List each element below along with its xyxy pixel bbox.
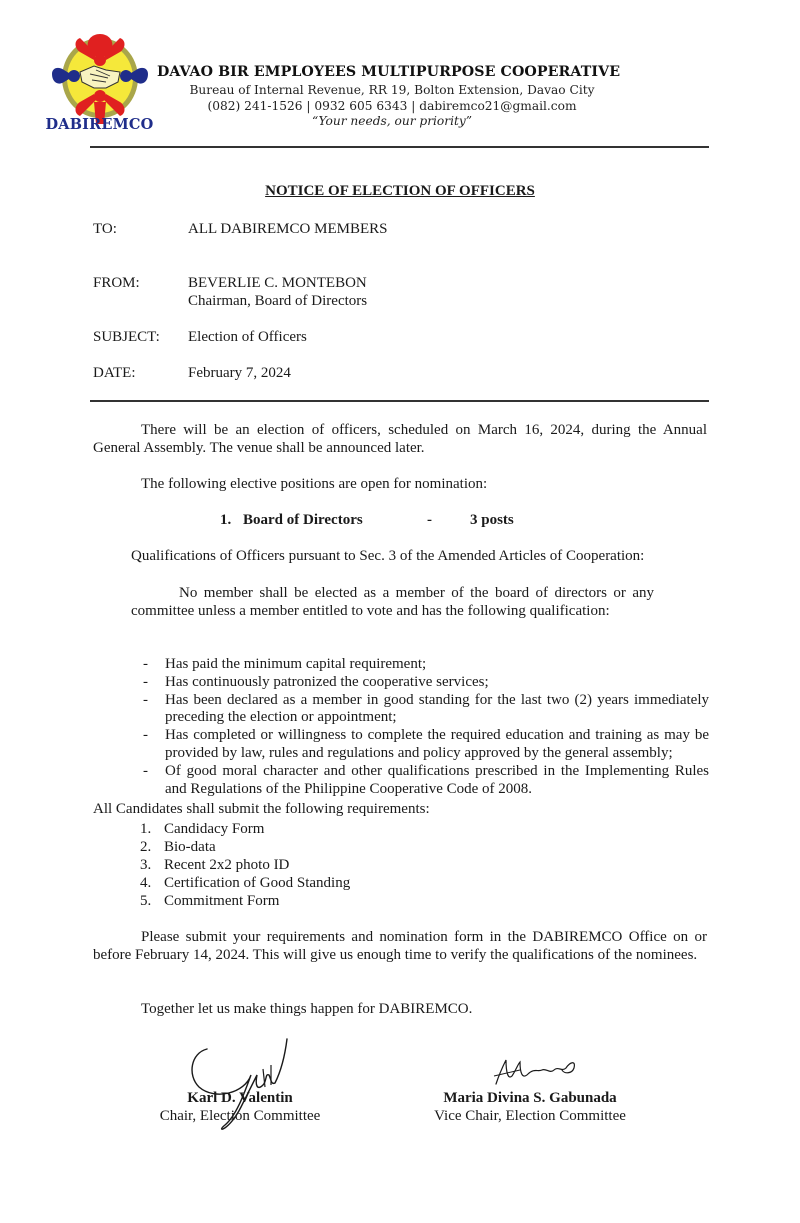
handshake-logo-icon bbox=[50, 30, 150, 125]
bullet-dash: - bbox=[143, 762, 148, 779]
closing-line: Together let us make things happen for DABIREMCO. bbox=[141, 1001, 473, 1017]
requirement-text: Bio-data bbox=[164, 839, 216, 855]
requirement-text: Candidacy Form bbox=[164, 821, 265, 837]
bullet-dash: - bbox=[143, 727, 148, 744]
cooperative-logo bbox=[50, 30, 150, 125]
signature-maria-gabunada-icon bbox=[490, 1054, 580, 1090]
requirement-text: Commitment Form bbox=[164, 893, 280, 909]
organization-tagline: “Your needs, our priority” bbox=[311, 114, 472, 128]
signatory-role: Vice Chair, Election Committee bbox=[434, 1108, 626, 1124]
organization-contact: (082) 241-1526 | 0932 605 6343 | dabiremco21@gmail.com bbox=[207, 99, 577, 113]
position-number: 1. bbox=[220, 512, 232, 528]
qualifications-paragraph: No member shall be elected as a member of the board of directors or any committee unless a member entitled to vote and has the following qualification: bbox=[131, 585, 654, 619]
subject-label: SUBJECT: bbox=[93, 329, 160, 345]
signatory-role: Chair, Election Committee bbox=[159, 1108, 321, 1124]
qualification-text: Of good moral character and other qualifications prescribed in the Implementing Rules and Regulations of the Philippine Cooperative Code of 2008. bbox=[165, 762, 709, 797]
submission-paragraph: Please submit your requirements and nomination form in the DABIREMCO Office on or before February 14, 2024. This will give us enough time to verify the qualifications of the nominees. bbox=[93, 929, 707, 963]
requirement-item bbox=[140, 838, 350, 856]
positions-intro: The following elective positions are open for nomination: bbox=[141, 476, 488, 492]
notice-title: NOTICE OF ELECTION OF OFFICERS bbox=[265, 183, 535, 199]
requirement-number: 4. bbox=[140, 875, 152, 891]
requirements-intro: All Candidates shall submit the following requirements: bbox=[93, 801, 430, 817]
requirement-item bbox=[140, 874, 350, 892]
qualification-item bbox=[143, 763, 709, 799]
header-divider bbox=[90, 400, 709, 402]
intro-paragraph: There will be an election of officers, scheduled on March 16, 2024, during the Annual General Assembly. The venue shall be announced later. bbox=[93, 422, 707, 456]
bullet-dash: - bbox=[143, 656, 148, 672]
qualification-item bbox=[143, 656, 709, 674]
logo-wordmark: DABIREMCO bbox=[45, 116, 154, 133]
position-separator: - bbox=[427, 512, 432, 528]
requirement-number: 3. bbox=[140, 857, 152, 873]
date-label: DATE: bbox=[93, 365, 136, 381]
requirement-text: Recent 2x2 photo ID bbox=[164, 857, 290, 873]
to-value: ALL DABIREMCO MEMBERS bbox=[188, 221, 388, 237]
requirement-number: 1. bbox=[140, 821, 152, 837]
qualifications-list bbox=[143, 656, 709, 798]
bullet-dash: - bbox=[143, 673, 148, 690]
requirement-item bbox=[140, 856, 350, 874]
organization-name: DAVAO BIR EMPLOYEES MULTIPURPOSE COOPERATIVE bbox=[157, 64, 621, 80]
to-label: TO: bbox=[93, 221, 117, 237]
qualification-item bbox=[143, 692, 709, 728]
requirement-item bbox=[140, 820, 350, 838]
letterhead-divider bbox=[90, 146, 709, 148]
requirement-item bbox=[140, 892, 350, 910]
qualification-item bbox=[143, 674, 709, 692]
qualification-item bbox=[143, 727, 709, 763]
requirement-number: 2. bbox=[140, 839, 152, 855]
signatory-name: Maria Divina S. Gabunada bbox=[443, 1090, 617, 1106]
requirement-number: 5. bbox=[140, 893, 152, 909]
from-title: Chairman, Board of Directors bbox=[188, 293, 368, 309]
requirements-list bbox=[140, 820, 350, 910]
from-label: FROM: bbox=[93, 275, 140, 291]
requirement-text: Certification of Good Standing bbox=[164, 875, 351, 891]
from-name: BEVERLIE C. MONTEBON bbox=[188, 275, 367, 291]
qualification-text: Has completed or willingness to complete the required education and training as may be provided by law, rules and regulations and policy approved by the general assembly; bbox=[165, 727, 709, 761]
qualification-text: Has been declared as a member in good standing for the last two (2) years immediately preceding the election or appointment; bbox=[165, 691, 709, 726]
position-posts: 3 posts bbox=[470, 512, 514, 528]
qualification-text: Has paid the minimum capital requirement; bbox=[165, 656, 427, 672]
bullet-dash: - bbox=[143, 691, 148, 708]
subject-value: Election of Officers bbox=[188, 329, 307, 345]
position-name: Board of Directors bbox=[243, 512, 363, 528]
qualification-text: Has continuously patronized the cooperative services; bbox=[165, 673, 489, 690]
organization-address: Bureau of Internal Revenue, RR 19, Bolton Extension, Davao City bbox=[189, 83, 595, 97]
signatory-name: Karl D. Valentin bbox=[187, 1090, 293, 1106]
qualifications-intro: Qualifications of Officers pursuant to Sec. 3 of the Amended Articles of Cooperation: bbox=[131, 548, 645, 564]
date-value: February 7, 2024 bbox=[188, 365, 291, 381]
